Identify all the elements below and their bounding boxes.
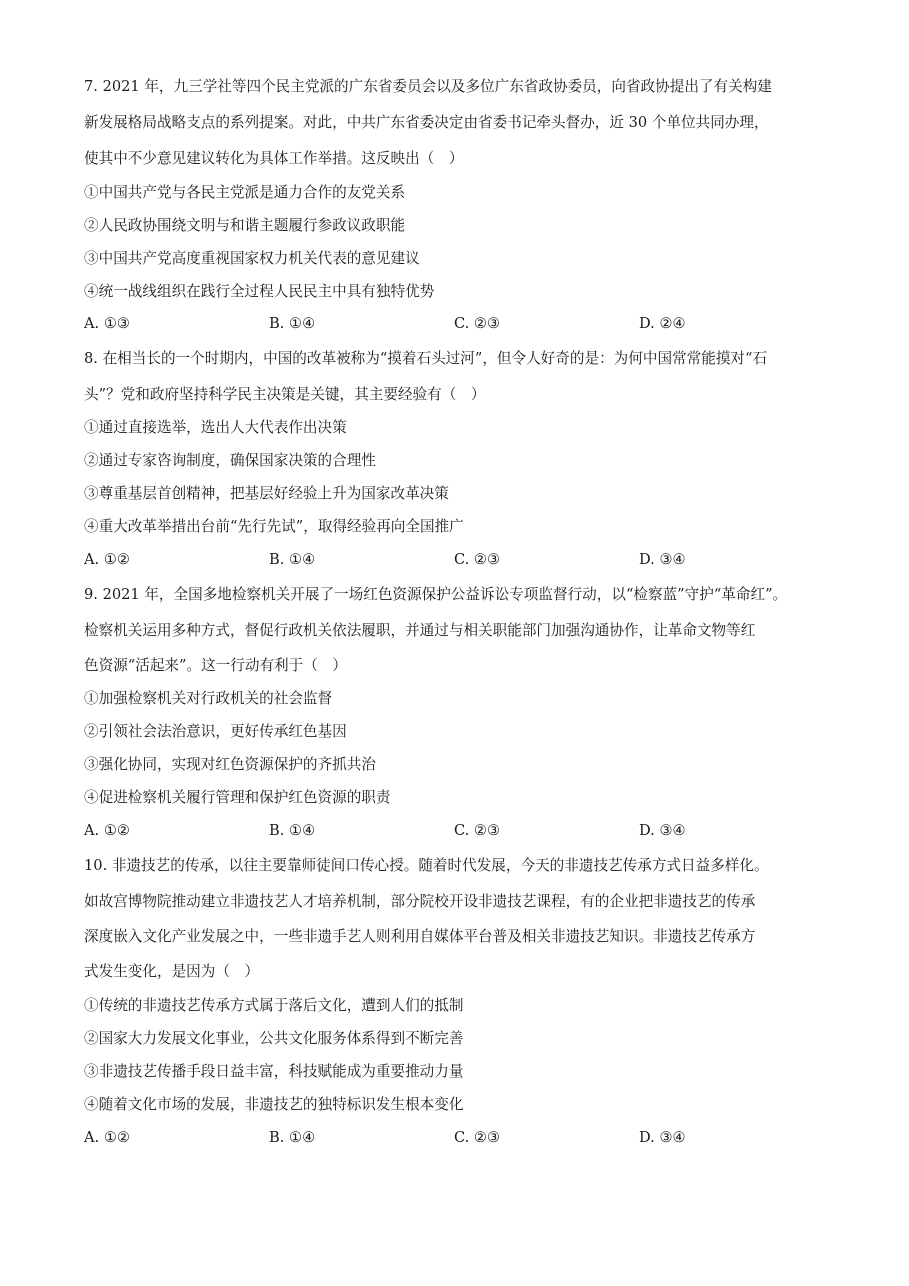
q7-option-a: A. ①③	[84, 315, 130, 332]
q10-statement-4: ④随着文化市场的发展，非遗技艺的独特标识发生根本变化	[84, 1096, 464, 1113]
q7-stem-line-2: 新发展格局战略支点的系列提案。对此，中共广东省委决定由省委书记牵头督办，近 30 个单位共同办理，	[84, 114, 769, 131]
q8-statement-4: ④重大改革举措出台前“先行先试”，取得经验再向全国推广	[84, 518, 464, 535]
q9-statement-2: ②引领社会法治意识，更好传承红色基因	[84, 723, 347, 740]
q10-statement-2: ②国家大力发展文化事业，公共文化服务体系得到不断完善	[84, 1030, 464, 1047]
q9-option-a: A. ①②	[84, 822, 130, 839]
q7-option-c: C. ②③	[454, 315, 501, 332]
q10-option-a: A. ①②	[84, 1129, 130, 1146]
q7-statement-3: ③中国共产党高度重视国家权力机关代表的意见建议	[84, 250, 420, 267]
q9-option-c: C. ②③	[454, 822, 501, 839]
q7-option-d: D. ②④	[639, 315, 686, 332]
q8-option-b: B. ①④	[269, 551, 316, 568]
q10-statement-3: ③非遗技艺传播手段日益丰富，科技赋能成为重要推动力量	[84, 1063, 464, 1080]
q10-stem-line-2: 如故宫博物院推动建立非遗技艺人才培养机制，部分院校开设非遗技艺课程，有的企业把非遗技艺的传承	[84, 893, 756, 910]
q9-option-d: D. ③④	[639, 822, 686, 839]
q9-option-b: B. ①④	[269, 822, 316, 839]
q8-option-d: D. ③④	[639, 551, 686, 568]
q8-statement-3: ③尊重基层首创精神，把基层好经验上升为国家改革决策	[84, 485, 449, 502]
q9-statement-3: ③强化协同，实现对红色资源保护的齐抓共治	[84, 756, 376, 773]
q10-stem-line-3: 深度嵌入文化产业发展之中，一些非遗手艺人则利用自媒体平台普及相关非遗技艺知识。非遗技艺传承方	[84, 928, 756, 945]
q8-stem-line-2: 头”？党和政府坚持科学民主决策是关键，其主要经验有（ ）	[84, 386, 486, 403]
q9-statement-4: ④促进检察机关履行管理和保护红色资源的职责	[84, 789, 391, 806]
q10-stem-line-4: 式发生变化，是因为（ ）	[84, 963, 260, 980]
q9-stem-line-2: 检察机关运用多种方式，督促行政机关依法履职，并通过与相关职能部门加强沟通协作，让革命文物等红	[84, 622, 756, 639]
q8-option-a: A. ①②	[84, 551, 130, 568]
q9-statement-1: ①加强检察机关对行政机关的社会监督	[84, 690, 333, 707]
q7-stem-line-3: 使其中不少意见建议转化为具体工作举措。这反映出（ ）	[84, 150, 464, 167]
q8-stem-line-1: 8. 在相当长的一个时期内，中国的改革被称为“摸着石头过河”，但令人好奇的是：为何中国常常能摸对“石	[84, 350, 768, 367]
q10-option-d: D. ③④	[639, 1129, 686, 1146]
q7-option-b: B. ①④	[269, 315, 316, 332]
q9-stem-line-1: 9. 2021 年，全国多地检察机关开展了一场红色资源保护公益诉讼专项监督行动，以“检察蓝”守护“革命红”。	[84, 586, 788, 603]
q8-option-c: C. ②③	[454, 551, 501, 568]
q7-statement-4: ④统一战线组织在践行全过程人民民主中具有独特优势	[84, 283, 435, 300]
q10-option-b: B. ①④	[269, 1129, 316, 1146]
q7-stem-line-1: 7. 2021 年，九三学社等四个民主党派的广东省委员会以及多位广东省政协委员，向省政协提出了有关构建	[84, 78, 772, 95]
q8-statement-2: ②通过专家咨询制度，确保国家决策的合理性	[84, 452, 376, 469]
q10-statement-1: ①传统的非遗技艺传承方式属于落后文化，遭到人们的抵制	[84, 997, 464, 1014]
q10-stem-line-1: 10. 非遗技艺的传承，以往主要靠师徒间口传心授。随着时代发展，今天的非遗技艺传承方式日益多样化。	[84, 857, 769, 874]
q8-statement-1: ①通过直接选举，选出人大代表作出决策	[84, 419, 347, 436]
q7-statement-1: ①中国共产党与各民主党派是通力合作的友党关系	[84, 184, 406, 201]
q9-stem-line-3: 色资源“活起来”。这一行动有利于（ ）	[84, 657, 348, 674]
q7-statement-2: ②人民政协围绕文明与和谐主题履行参政议政职能	[84, 217, 406, 234]
q10-option-c: C. ②③	[454, 1129, 501, 1146]
